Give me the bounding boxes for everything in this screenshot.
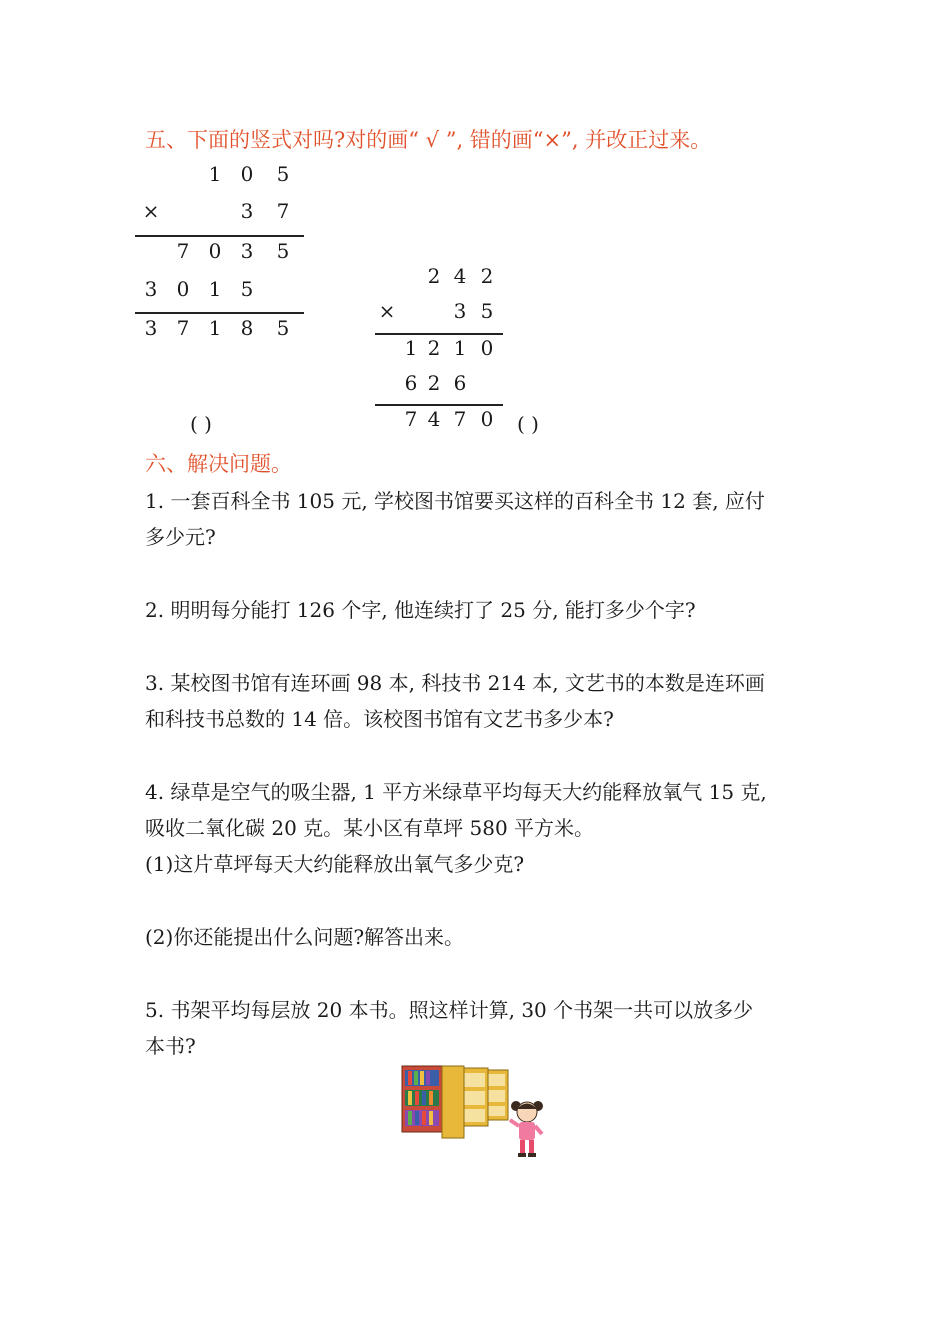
question-5-line-1: 5. 书架平均每层放 20 本书。照这样计算, 30 个书架一共可以放多少 bbox=[145, 998, 754, 1022]
calc2-times-sign: × bbox=[378, 299, 396, 323]
calc2-top-digit: 4 bbox=[453, 264, 467, 288]
calc2-partial1-digit: 0 bbox=[480, 336, 494, 360]
calc2-top-digit: 2 bbox=[427, 264, 441, 288]
calc2-top-digit: 2 bbox=[480, 264, 494, 288]
calc1-top-digit: 5 bbox=[276, 162, 290, 186]
calc1-result-digit: 5 bbox=[276, 316, 290, 340]
calc1-partial1-digit: 7 bbox=[176, 239, 190, 263]
calc2-result-digit: 7 bbox=[404, 407, 418, 431]
calc1-partial1-digit: 3 bbox=[240, 239, 254, 263]
calc1-partial2-digit: 0 bbox=[176, 277, 190, 301]
bookshelf-illustration bbox=[398, 1062, 558, 1162]
girl-figure bbox=[510, 1101, 543, 1157]
calc2-multiplier-digit: 5 bbox=[480, 299, 494, 323]
calc1-rule-2 bbox=[135, 312, 304, 314]
question-4-line-2: 吸收二氧化碳 20 克。某小区有草坪 580 平方米。 bbox=[145, 816, 595, 840]
question-4-line-1: 4. 绿草是空气的吸尘器, 1 平方米绿草平均每天大约能释放氧气 15 克, bbox=[145, 780, 767, 804]
calc2-answer-box[interactable]: ( ) bbox=[517, 412, 539, 436]
calc1-multiplier-digit: 7 bbox=[276, 199, 290, 223]
calc1-answer-box[interactable]: ( ) bbox=[190, 412, 212, 436]
calc2-partial2-digit: 6 bbox=[453, 371, 467, 395]
calc2-partial1-digit: 1 bbox=[453, 336, 467, 360]
question-1-line-2: 多少元? bbox=[145, 525, 216, 549]
calc1-rule-1 bbox=[135, 235, 304, 237]
calc1-top-digit: 1 bbox=[208, 162, 222, 186]
calc1-result-digit: 8 bbox=[240, 316, 254, 340]
calc2-partial2-digit: 2 bbox=[427, 371, 441, 395]
calc1-partial2-digit: 5 bbox=[240, 277, 254, 301]
question-5-line-2: 本书? bbox=[145, 1034, 196, 1058]
bookshelf-back bbox=[460, 1068, 508, 1126]
calc1-times-sign: × bbox=[142, 199, 160, 223]
calc2-result-digit: 0 bbox=[480, 407, 494, 431]
question-3-line-2: 和科技书总数的 14 倍。该校图书馆有文艺书多少本? bbox=[145, 707, 614, 731]
calc2-partial1-digit: 1 bbox=[404, 336, 418, 360]
question-4-sub-2: (2)你还能提出什么问题?解答出来。 bbox=[145, 925, 465, 949]
calc1-partial2-digit: 1 bbox=[208, 277, 222, 301]
calc1-partial2-digit: 3 bbox=[144, 277, 158, 301]
calc2-multiplier-digit: 3 bbox=[453, 299, 467, 323]
calc2-rule-2 bbox=[375, 404, 503, 406]
calc1-partial1-digit: 5 bbox=[276, 239, 290, 263]
question-4-sub-1: (1)这片草坪每天大约能释放出氧气多少克? bbox=[145, 852, 525, 876]
calc1-top-digit: 0 bbox=[240, 162, 254, 186]
calc1-result-digit: 3 bbox=[144, 316, 158, 340]
calc2-result-digit: 7 bbox=[453, 407, 467, 431]
section-5-title: 五、下面的竖式对吗?对的画“ √ ”, 错的画“×”, 并改正过来。 bbox=[145, 128, 712, 152]
calc2-partial2-digit: 6 bbox=[404, 371, 418, 395]
calc1-result-digit: 7 bbox=[176, 316, 190, 340]
question-1-line-1: 1. 一套百科全书 105 元, 学校图书馆要买这样的百科全书 12 套, 应付 bbox=[145, 489, 765, 513]
calc1-multiplier-digit: 3 bbox=[240, 199, 254, 223]
bookshelf-front bbox=[402, 1066, 464, 1138]
question-3-line-1: 3. 某校图书馆有连环画 98 本, 科技书 214 本, 文艺书的本数是连环画 bbox=[145, 671, 765, 695]
calc2-rule-1 bbox=[375, 333, 503, 335]
calc2-partial1-digit: 2 bbox=[427, 336, 441, 360]
question-2-line-1: 2. 明明每分能打 126 个字, 他连续打了 25 分, 能打多少个字? bbox=[145, 598, 696, 622]
calc1-result-digit: 1 bbox=[208, 316, 222, 340]
calc2-result-digit: 4 bbox=[427, 407, 441, 431]
calc1-partial1-digit: 0 bbox=[208, 239, 222, 263]
section-6-title: 六、解决问题。 bbox=[145, 452, 292, 476]
